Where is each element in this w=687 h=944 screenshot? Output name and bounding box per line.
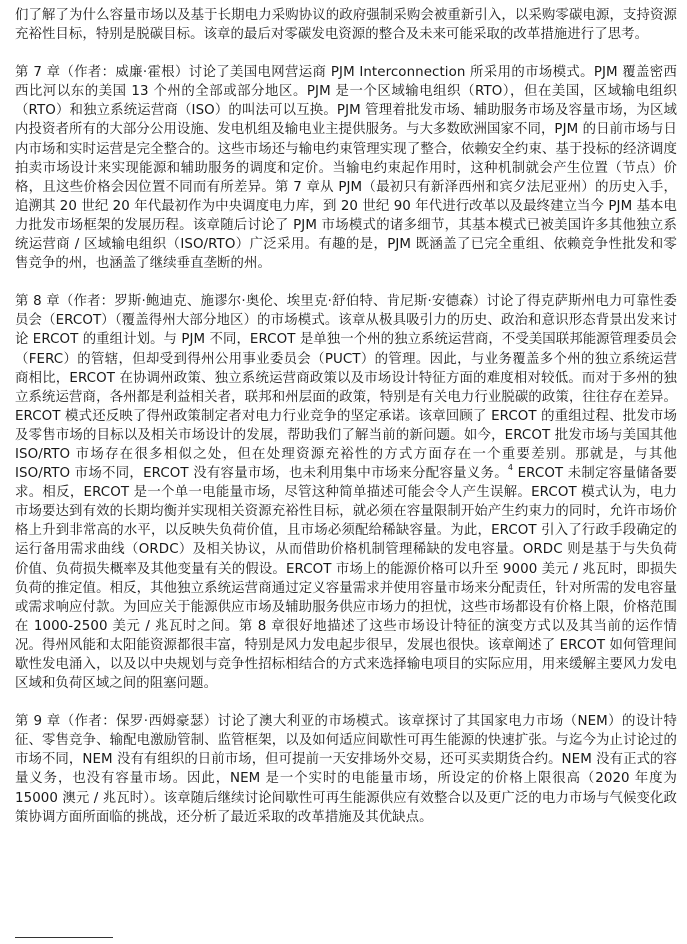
footnote-reference[interactable]: 4 [507,463,514,473]
paragraph-chapter-9 [15,712,677,827]
paragraph-text: 第 8 章（作者：罗斯·鲍迪克、施谬尔·奥伦、埃里克·舒伯特、肯尼斯·安德森）讨论了得克萨斯州电力可靠性委员会（ERCOT）（覆盖得州大部分地区）的市场模式。该章从极具吸引力的历史、政治和意识形态背景出发来讨论 ERCOT 的重组计划。与 PJM 不同，ERCOT 是单独一个州的独立系统运营商，不受美国联邦能源管理委员会（FERC）的管辖，但却受到得州公用事业委员会（PUCT）的管理。因此，与业务覆盖多个州的独立系统运营商相比，ERCOT 在协调州政策、独立系统运营商政策以及市场设计特征方面的难度相对较低。而对于多州的独立系统运营商，各州都是利益相关者，联邦和州层面的政策，特别是有关电力行业脱碳的政策，往往存在差异。ERCOT 模式还反映了得州政策制定者对电力行业竞争的坚定承诺。该章回顾了 ERCOT 的重组过程、批发市场及零售市场的目标以及相关市场设计的发展，帮助我们了解当前的新问题。如今，ERCOT 批发市场与美国其他 ISO/RTO 市场存在很多相似之处，但在处理资源充裕性的方式方面存在一个重要差别。那就是，与其他 ISO/RTO 市场不同，ERCOT 没有容量市场，也未利用集中市场来分配容量义务。 [15,294,677,482]
paragraph-text: 第 9 章（作者：保罗·西姆豪瑟）讨论了澳大利亚的市场模式。该章探讨了其国家电力市场（NEM）的设计特征、零售竞争、输配电激励管制、监管框架，以及如何适应间歇性可再生能源的快速扩张。与迄今为止讨论过的市场不同，NEM 没有有组织的日前市场，但可提前一天安排场外交易，还可买卖期货合约。NEM 没有正式的容量义务，也没有容量市场。因此，NEM 是一个实时的电能量市场，所设定的价格上限很高（2020 年度为 15000 澳元 / 兆瓦时）。该章随后继续讨论间歇性可再生能源供应有效整合以及更广泛的电力市场与气候变化政策协调方面所面临的挑战，还分析了最近采取的改革措施及其优缺点。 [15,714,677,825]
paragraph-chapter-7 [15,63,677,273]
paragraph-text: 们了解了为什么容量市场以及基于长期电力采购协议的政府强制采购会被重新引入，以采购零碳电源，支持资源充裕性目标，特别是脱碳目标。该章的最后对零碳发电资源的整合及未来可能采取的改革措施进行了思考。 [15,8,677,43]
document-page [15,6,677,827]
footnote-separator [15,937,113,938]
paragraph-chapter-8 [15,292,677,693]
paragraph-chapter-6-conclusion [15,6,677,44]
paragraph-text-continued: ERCOT 未制定容量储备要求。相反，ERCOT 是一个单一电能量市场，尽管这种简单描述可能会令人产生误解。ERCOT 模式认为，电力市场要达到有效的长期均衡并实现相关资源充裕性目标，就必须在容量限制开始产生约束力的同时，允许市场价格上升到非常高的水平，以反映失负荷价值，且市场必须配给稀缺容量。为此，ERCOT 引入了行政手段确定的运行备用需求曲线（ORDC）及相关协议，从而借助价格机制管理稀缺的发电容量。ORDC 则是基于与失负荷价值、负荷损失概率及其他变量有关的假设。ERCOT 市场上的能源价格可以升至 9000 美元 / 兆瓦时，即损失负荷的推定值。相反，其他独立系统运营商通过定义容量需求并使用容量市场来分配责任，针对所需的发电容量或需求响应付款。为回应关于能源供应市场及辅助服务供应市场力的担忧，这些市场都设有价格上限，价格范围在 1000-2500 美元 / 兆瓦时之间。第 8 章很好地描述了这些市场设计特征的演变方式以及其当前的运作情况。得州风能和太阳能资源都很丰富，特别是风力发电起步很早，发展也很快。该章阐述了 ERCOT 如何管理间歇性发电涌入，以及以中央规划与竞争性招标相结合的方式来选择输电项目的实际应用，用来缓解主要风力发电区域和负荷区域之间的阻塞问题。 [15,466,677,692]
paragraph-text: 第 7 章（作者：威廉·霍根）讨论了美国电网营运商 PJM Interconnection 所采用的市场模式。PJM 覆盖密西西比河以东的美国 13 个州的全部或部分地区。PJM 是一个区域输电组织（RTO），但在美国，区域输电组织（RTO）和独立系统运营商（ISO）的叫法可以互换。PJM 管理着批发市场、辅助服务市场及容量市场，为区域内投资者所有的大部分公用设施、发电机组及输电业主提供服务。与大多数欧洲国家不同，PJM 的日前市场与日内市场和实时运营是完全整合的。这些市场还与输电约束管理实现了整合，依赖安全约束、基于投标的经济调度拍卖市场设计来实现能源和辅助服务的调度和定价。当输电约束起作用时，这种机制就会产生位置（节点）价格，且这些价格会因位置不同而有所差异。第 7 章从 PJM（最初只有新泽西州和宾夕法尼亚州）的历史入手，追溯其 20 世纪 20 年代最初作为中央调度电力库，到 20 世纪 90 年代进行改革以及最终建立当今 PJM 基本电力批发市场框架的发展历程。该章随后讨论了 PJM 市场模式的诸多细节，其基本模式已被美国许多其他独立系统运营商 / 区域输电组织（ISO/RTO）广泛采用。有趣的是，PJM 既涵盖了已完全重组、依赖竞争性批发和零售竞争的州，也涵盖了继续垂直垄断的州。 [15,65,677,272]
